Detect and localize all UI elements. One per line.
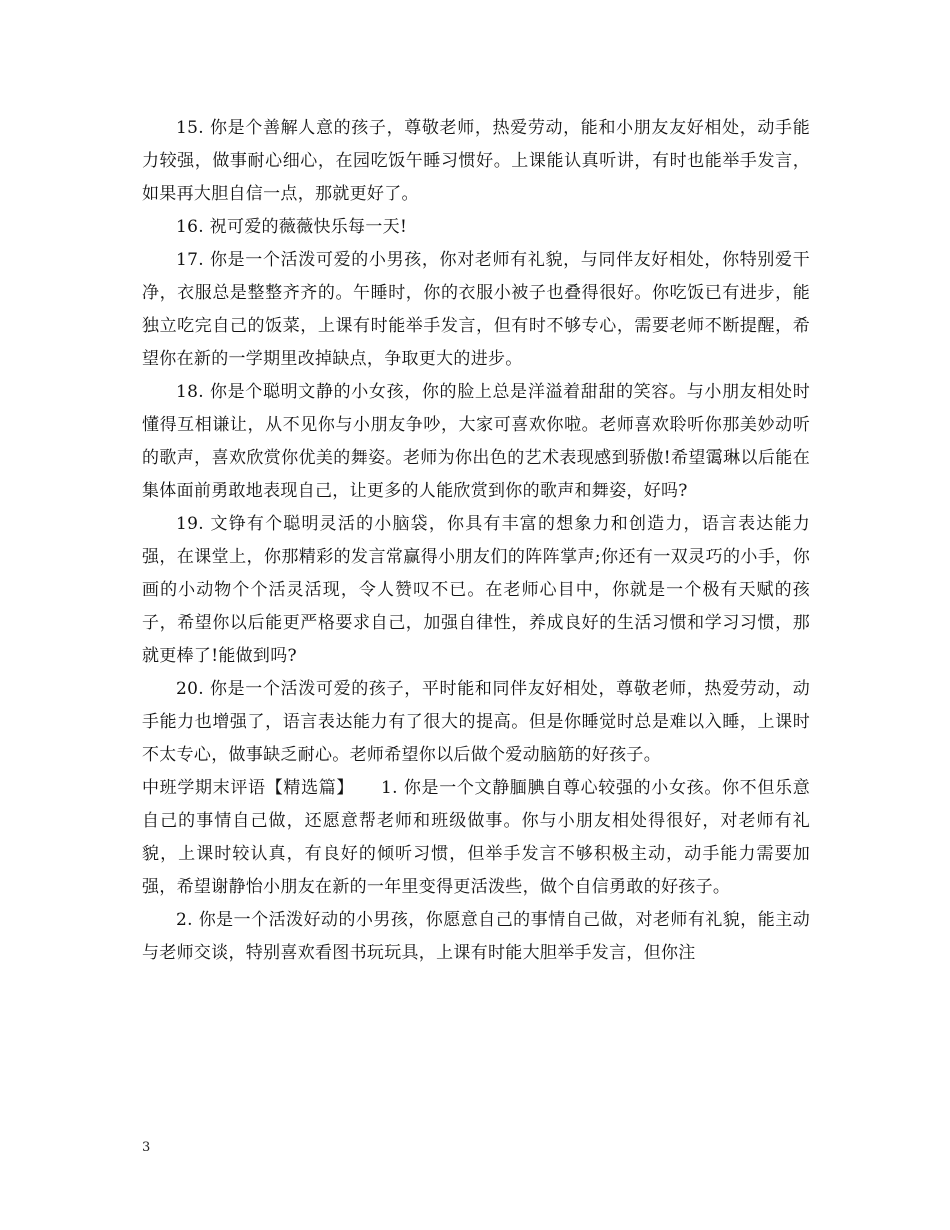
page-number: 3 <box>142 1140 151 1155</box>
document-body <box>142 112 810 970</box>
paragraph-2: 2. 你是一个活泼好动的小男孩，你愿意自己的事情自己做，对老师有礼貌，能主动与老师交谈，特别喜欢看图书玩玩具，上课有时能大胆举手发言，但你注 <box>142 910 810 963</box>
paragraph-15: 15. 你是个善解人意的孩子，尊敬老师，热爱劳动，能和小朋友友好相处，动手能力较强，做事耐心细心，在园吃饭午睡习惯好。上课能认真听讲，有时也能举手发言，如果再大胆自信一点，那就更好了。 <box>142 118 810 204</box>
paragraph-17: 17. 你是一个活泼可爱的小男孩，你对老师有礼貌，与同伴友好相处，你特别爱干净，衣服总是整整齐齐的。午睡时，你的衣服小被子也叠得很好。你吃饭已有进步，能独立吃完自己的饭菜，上课有时能举手发言，但有时不够专心，需要老师不断提醒，希望你在新的一学期里改掉缺点，争取更大的进步。 <box>142 250 810 369</box>
paragraph-16: 16. 祝可爱的薇薇快乐每一天! <box>176 217 408 237</box>
paragraph-19: 19. 文铮有个聪明灵活的小脑袋，你具有丰富的想象力和创造力，语言表达能力强，在课堂上，你那精彩的发言常赢得小朋友们的阵阵掌声;你还有一双灵巧的小手，你画的小动物个个活灵活现，令人赞叹不已。在老师心目中，你就是一个极有天赋的孩子，希望你以后能更严格要求自己，加强自律性，养成良好的生活习惯和学习习惯，那就更棒了!能做到吗? <box>142 514 810 666</box>
section-heading-paragraph: 中班学期末评语【精选篇】 1. 你是一个文静腼腆自尊心较强的小女孩。你不但乐意自己的事情自己做，还愿意帮老师和班级做事。你与小朋友相处得很好，对老师有礼貌，上课时较认真，有良好的倾听习惯，但举手发言不够积极主动，动手能力需要加强，希望谢静怡小朋友在新的一年里变得更活泼些，做个自信勇敢的好孩子。 <box>142 778 810 897</box>
paragraph-20: 20. 你是一个活泼可爱的孩子，平时能和同伴友好相处，尊敬老师，热爱劳动，动手能力也增强了，语言表达能力有了很大的提高。但是你睡觉时总是难以入睡，上课时不太专心，做事缺乏耐心。老师希望你以后做个爱动脑筋的好孩子。 <box>142 679 810 765</box>
paragraph-18: 18. 你是个聪明文静的小女孩，你的脸上总是洋溢着甜甜的笑容。与小朋友相处时懂得互相谦让，从不见你与小朋友争吵，大家可喜欢你啦。老师喜欢聆听你那美妙动听的歌声，喜欢欣赏你优美的舞姿。老师为你出色的艺术表现感到骄傲!希望霭琳以后能在集体面前勇敢地表现自己，让更多的人能欣赏到你的歌声和舞姿，好吗? <box>142 382 810 501</box>
